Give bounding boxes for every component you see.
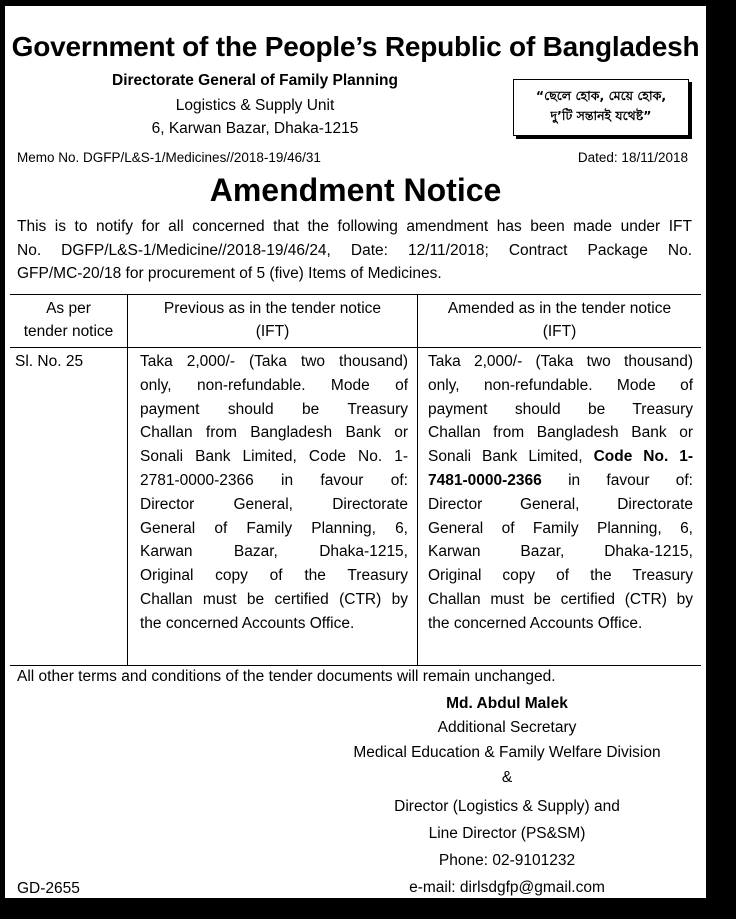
gd-number: GD-2655: [17, 880, 80, 897]
notice-page: [3, 4, 708, 900]
amendment-table: [10, 294, 701, 666]
amended-code-part-2: 7481-0000-2366: [428, 471, 542, 489]
phone-number: Phone: 02-9101232: [438, 852, 576, 869]
slogan-box: [513, 79, 689, 136]
line-director: Line Director (PS&SM): [428, 825, 586, 842]
government-title: Government of the People’s Republic of Bangladesh: [11, 31, 700, 62]
signatory-name: Md. Abdul Malek: [446, 695, 568, 712]
intro-paragraph: [17, 215, 692, 286]
signatory-division: Medical Education & Family Welfare Division: [353, 744, 661, 761]
notice-date: Dated: 18/11/2018: [577, 150, 688, 165]
email-address: e-mail: dirlsdgfp@gmail.com: [409, 879, 605, 896]
ampersand: &: [501, 769, 513, 786]
memo-number: Memo No. DGFP/L&S-1/Medicines//2018-19/46/31: [17, 150, 321, 165]
amended-text: Taka 2,000/- (Taka two thousand) only, non-refundable. Mode of payment should be Treasury Challan from Bangladesh Bank or Sonali Bank Limited, Code No. 1- 7481-0000-2366 in favour of: Director General, Directorate General of Family Planning, 6, Karwan Bazar, Dhaka-1215, Original copy of the Treasury Challan must be certified (CTR) by the concerned Accounts Office.: [428, 353, 693, 632]
column-divider: [127, 295, 128, 665]
directorate-name: Directorate General of Family Planning: [112, 72, 398, 89]
column-divider: [417, 295, 418, 665]
slogan-line-1: “ছেলে হোক, মেয়ে হোক,: [535, 88, 667, 103]
previous-text: Taka 2,000/- (Taka two thousand) only, non-refundable. Mode of payment should be Treasury Challan from Bangladesh Bank or Sonali Bank Limited, Code No. 1- 2781-0000-2366 in favour of: Director General, Directorate General of Family Planning, 6, Karwan Bazar, Dhaka-1215, Original copy of the Treasury Challan must be certified (CTR) by the concerned Accounts Office.: [140, 353, 408, 632]
col-header-amended: Amended as in the tender notice (IFT): [447, 300, 672, 340]
closing-statement: All other terms and conditions of the tender documents will remain unchanged.: [17, 668, 556, 685]
header-divider: [10, 347, 701, 348]
col-header-previous: Previous as in the tender notice (IFT): [163, 300, 382, 340]
amended-code-part-1: Code No. 1-: [593, 448, 693, 466]
notice-title: Amendment Notice: [209, 172, 502, 208]
signatory-title: Additional Secretary: [437, 719, 577, 736]
intro-line: This is to notify for all concerned that the following amendment has been made under IFT: [17, 218, 692, 235]
office-address: 6, Karwan Bazar, Dhaka-1215: [151, 120, 359, 137]
signatory-role: Director (Logistics & Supply) and: [394, 798, 620, 815]
row-reference: Sl. No. 25: [15, 353, 84, 370]
intro-line: GFP/MC-20/18 for procurement of 5 (five) Items of Medicines.: [17, 265, 442, 282]
col-header-ref: As per tender notice: [23, 300, 114, 340]
unit-name: Logistics & Supply Unit: [175, 97, 335, 114]
slogan-line-2: দু’টি সন্তানই যথেষ্ট”: [550, 108, 652, 123]
intro-line: No. DGFP/L&S-1/Medicine//2018-19/46/24, Date: 12/11/2018; Contract Package No.: [17, 241, 692, 259]
